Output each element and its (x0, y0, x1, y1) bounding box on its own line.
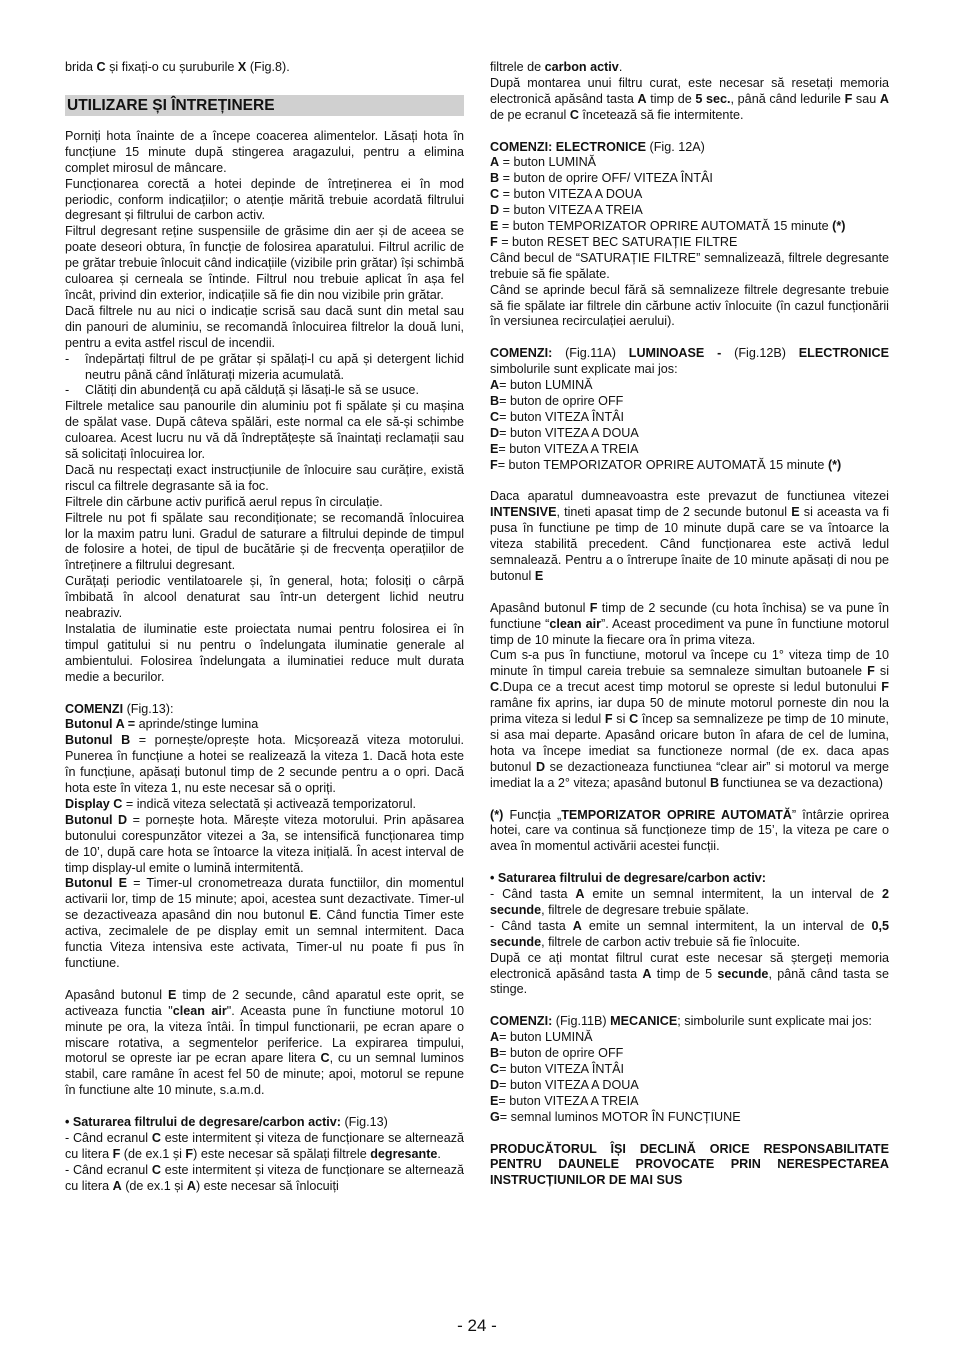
right-column (490, 60, 889, 1189)
body-paragraph: F = buton RESET BEC SATURAȚIE FILTRE (490, 234, 738, 249)
body-paragraph: Porniți hota înainte de a începe coacerea alimentelor. Lăsați hota în funcțiune 15 minute după stingerea aragazului, pentru a elimina complet mirosul de mâncare. (65, 128, 464, 175)
body-paragraph: Daca aparatul dumneavoastra este prevazut de functiunea vitezei INTENSIVE, tineti apasat timp de 2 secunde butonul E si aceasta va fi pusa în functiune pe timp de 10 minute după care se va întoarce la viteza stabilită precedent. Când funcționarea este activă ledul semnalează. Pentru a o întrerupe înaite de 10 minute apăsați di nou pe butonul E (490, 489, 889, 583)
body-paragraph: A= buton LUMINĂ (490, 378, 593, 393)
body-paragraph: După ce ați montat filtrul curat este necesar să ștergeți memoria electronică apăsând tasta A timp de 5 secunde, până când tasta se stinge. (490, 950, 889, 997)
body-paragraph: Cum s-a pus în functiune, motorul va începe cu 1° viteza timp de 10 minute în timpul careia trebuie sa semnaleze simultan butoanele F si C.Dupa ce a trecut acest timp motorul se opreste si ledul butonului F ramâne fix aprins, iar dupa 50 de minute motorul porneste din nou la prima viteza si ledul F si C încep sa semnalizeze pe timp de 10 minute, si asa mai departe. Apasând oricare buton în afara de cel de lumina, hota va începe imediat sa functioneze normal (de ex. daca apas butonul D se dezactioneaza functiunea “clear air” si motorul va merge imediat la a 2° viteza; apasând butonul B functiunea se va dezactiona) (490, 648, 890, 790)
paragraph-spacer (65, 972, 464, 988)
body-paragraph: A= buton LUMINĂ (490, 1030, 593, 1045)
body-paragraph: D= buton VITEZA A DOUA (490, 1077, 639, 1092)
paragraph-spacer (490, 998, 889, 1014)
body-paragraph: A = buton LUMINĂ (490, 155, 597, 170)
body-paragraph: B= buton de oprire OFF (490, 1046, 624, 1061)
disclaimer-paragraph: PRODUCĂTORUL ÎȘI DECLINĂ ORICE RESPONSABILITATE PENTRU DAUNELE PROVOCATE PRIN NERESPECTAREA INSTRUCȚIUNILOR DE MAI SUS (490, 1141, 889, 1188)
left-column (65, 60, 464, 1195)
body-paragraph: B= buton de oprire OFF (490, 394, 624, 408)
body-paragraph: C = buton VITEZA A DOUA (490, 187, 643, 202)
body-paragraph: G= semnal luminos MOTOR ÎN FUNCȚIUNE (490, 1109, 741, 1124)
paragraph-spacer (490, 474, 889, 490)
paragraph-spacer (490, 792, 889, 808)
body-paragraph: - Când tasta A emite un semnal intermitent, la un interval de 2 secunde, filtrele de degresare trebuie spălate. (490, 887, 889, 917)
body-paragraph: Filtrul degresant reține suspensiile de grăsime din aer și de aceea se poate deseori obtura, în funcție de folosirea aparatului. Filtrul acrilic de pe grătar trebuie înlocuit când indicațiile (vizibile prin grătar) își schimbă culoarea și cerneala se întinde. Filtrul nou trebuie aplicat în așa fel încât, privind din exterior, indicațiile să fie din nou vizibile prin grătar. (65, 224, 464, 302)
body-paragraph: Când becul de “SATURAȚIE FILTRE” semnalizează, filtrele degresante trebuie să fie spălate. (490, 250, 889, 281)
body-paragraph: C= buton VITEZA ÎNTÂI (490, 409, 625, 424)
body-paragraph: Apasând butonul F timp de 2 secunde (cu hota închisa) se va pune în functiune “clean air”. Aceast procediment va pune în functiune motorul timp de 10 minute la fiecare ora în prima viteza. (490, 600, 890, 647)
body-paragraph: Instalatia de iluminatie este proiectata numai pentru folosirea ei în timpul gatitului si nu pentru o îndelungata iluminatie generale al ambientului. Folosirea îndelungata a iluminatiei reduce mult durata medie a becurilor. (65, 622, 464, 684)
body-paragraph: E= buton VITEZA A TREIA (490, 1093, 639, 1108)
paragraph-spacer (490, 1126, 889, 1142)
body-paragraph: Butonul A = aprinde/stinge lumina (65, 717, 259, 732)
body-paragraph: E = buton TEMPORIZATOR OPRIRE AUTOMATĂ 15 minute (*) (490, 219, 846, 234)
body-paragraph: Curățați periodic ventilatoarele și, în general, hota; folosiți o cârpă îmbibată în alcool denaturat sau într-un detergent lichid neutru neabraziv. (65, 574, 464, 621)
body-paragraph: - Când ecranul C este intermitent și viteza de funcționare se alternează cu litera A (de ex.1 și A) este necesar să înlocuiți (65, 1162, 464, 1193)
body-paragraph: Filtrele metalice sau panourile din aluminiu pot fi spălate și cu mașina de spălat vase. După câteva spălări, este normal ca ele să-și schimbe culoarea. Acest lucru nu vă dă îndreptățește să înaintați reclamații sau să solicitați înlocuirea lor. (65, 399, 464, 462)
body-paragraph: Display C = indică viteza selectată și activează temporizatorul. (65, 796, 417, 811)
body-paragraph: D = buton VITEZA A TREIA (490, 203, 643, 218)
body-paragraph: Butonul E = Timer-ul cronometreaza durata functiilor, din momentul activarii lor, timp de 15 minute; apoi, acestea sunt dezactivate. Timer-ul se dezactiveaza apasând din nou butonul E. Când functia Timer este activa, zecimalele de pe display emit un semnal intermitent. Daca functia Viteza intensiva este activata, Timer-ul nu poate fi pus în functiune. (65, 876, 465, 971)
paragraph-spacer (490, 124, 889, 140)
dash-list-item (65, 352, 464, 384)
paragraph-spacer (490, 585, 889, 601)
paragraph-spacer (490, 330, 889, 346)
paragraph-spacer (65, 686, 464, 702)
body-paragraph: Filtrele nu pot fi spălate sau recondiționate; se recomandă înlocuirea lor la maxim patru luni. Gradul de saturare a filtrului depinde de timpul de folosire a hotei, de tipul de bucătărie și de frecvența operațiilor de întreținere a filtrului degresant. (65, 510, 464, 573)
body-paragraph: C= buton VITEZA ÎNTÂI (490, 1061, 625, 1076)
body-paragraph: brida C și fixați-o cu șuruburile X (Fig.8). (65, 60, 290, 74)
body-paragraph: Butonul D = pornește hota. Mărește viteza motorului. Prin apăsarea butonului corespunzător vitezei a 3a, se intensifică funcționarea timp de 10’, după care hota se întoarce la viteza inițială. În acest interval de timp display-ul emite o lumină intermitentă. (65, 812, 464, 875)
body-paragraph: COMENZI: (Fig.11A) LUMINOASE - (Fig.12B) ELECTRONICE simbolurile sunt explicate mai jos: (490, 346, 889, 377)
body-paragraph: Dacă filtrele nu au nici o indicație scrisă sau dacă sunt din metal sau din panouri de aluminiu, se recomandă înlocuirea filtrelor la două luni, pentru a evita astfel riscul de incendii. (65, 303, 464, 350)
body-paragraph: Butonul B = pornește/oprește hota. Micșorează viteza motorului. Punerea în funcțiune a hotei se realizează la viteza 1. Dacă hota este în funcțiune, apăsați butonul timp de 2 secunde pentru a o opri. Dacă hota este în viteza 1, nu este necesar să o opriți. (65, 733, 464, 796)
body-paragraph: filtrele de carbon activ. (490, 60, 623, 74)
body-paragraph: Când se aprinde becul fără să semnalizeze filtrele degresante trebuie să fie spălate iar filtrele din cărbune activ înlocuite (în cazul funcționării în versiunea recirculației aerului). (490, 282, 889, 329)
dash-list-item (65, 383, 464, 399)
body-paragraph: Filtrele din cărbune activ purifică aerul repus în circulație. (65, 494, 383, 509)
body-paragraph: • Saturarea filtrului de degresare/carbon activ: (Fig.13) (65, 1115, 388, 1130)
page-number: - 24 - (457, 1316, 497, 1335)
body-paragraph: D= buton VITEZA A DOUA (490, 425, 639, 440)
body-paragraph: F= buton TEMPORIZATOR OPRIRE AUTOMATĂ 15 minute (*) (490, 457, 842, 472)
body-paragraph: Funcționarea corectă a hotei depinde de întreținerea ei în mod periodic, conform indicațiilor; o atenție mărită trebuie acordată filtrului degresant și filtrului de carbon activ. (65, 176, 464, 223)
body-paragraph: Dacă nu respectați exact instrucțiunile de înlocuire sau curățire, există riscul ca filtrele degrasante să ia foc. (65, 462, 464, 493)
dash-item-text: îndepărtați filtrul de pe grătar și spălați-l cu apă și detergent lichid neutru până când înlăturați mizeria acumulată. (85, 351, 464, 382)
paragraph-spacer (490, 855, 889, 871)
body-paragraph: Apasând butonul E timp de 2 secunde, când aparatul este oprit, se activeaza functia "clean air". Aceasta pune în functiune motorul 10 minute pe ora, la viteza întâi. În timpul functionarii, pe ecran apare o miscare rotativa, a segmentelor periferice. La expirarea timpului, motorul se opreste iar pe ecran apare litera C, cu un semnal luminos stabil, care ramâne în acest fel 50 de minute; apoi, motorul se repune în functiune alte 10 minute, s.a.m.d. (65, 987, 464, 1098)
dash-bullet: - (65, 351, 70, 366)
body-paragraph: - Când tasta A emite un semnal intermitent, la un interval de 0,5 secunde, filtrele de carbon activ trebuie să fie înlocuite. (490, 918, 889, 949)
body-paragraph: • Saturarea filtrului de degresare/carbon activ: (490, 871, 766, 886)
dash-item-text: Clătiți din abundență cu apă călduță și lăsați-le să se usuce. (85, 383, 419, 398)
body-paragraph: E= buton VITEZA A TREIA (490, 441, 639, 456)
body-paragraph: COMENZI: ELECTRONICE (Fig. 12A) (490, 139, 705, 154)
body-paragraph: După montarea unui filtru curat, este necesar să resetați memoria electronică apăsând tasta A timp de 5 sec., până când ledurile F sau A de pe ecranul C încetează să fie intermitente. (490, 75, 889, 122)
body-paragraph: B = buton de oprire OFF/ VITEZA ÎNTÂI (490, 171, 713, 186)
body-paragraph: COMENZI (Fig.13): (65, 701, 174, 716)
body-paragraph: (*) Funcția „TEMPORIZATOR OPRIRE AUTOMATĂ” întârzie oprirea hotei, care va continua să funcționeze timp de 15’, la viteza pe care o avea în momentul activării acestei funcții. (490, 807, 889, 854)
dash-bullet: - (65, 383, 70, 398)
section-heading: UTILIZARE ȘI ÎNTREȚINERE (65, 95, 464, 116)
body-paragraph: - Când ecranul C este intermitent și viteza de funcționare se alternează cu litera F (de ex.1 și F) este necesar să spălați filtrele degresante. (65, 1130, 464, 1161)
body-paragraph: COMENZI: (Fig.11B) MECANICE; simbolurile sunt explicate mai jos: (490, 1014, 872, 1029)
paragraph-spacer (65, 1099, 464, 1115)
